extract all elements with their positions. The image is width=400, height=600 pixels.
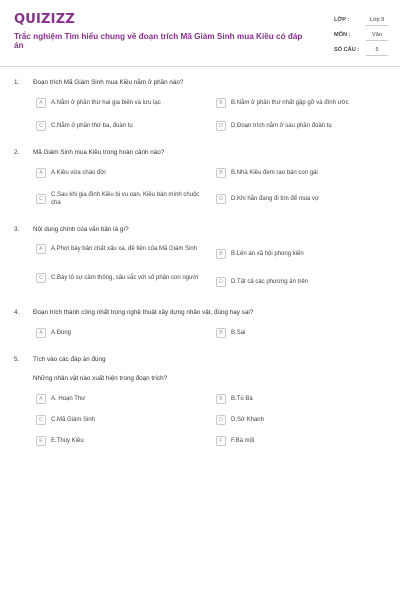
option-b[interactable] <box>216 98 386 108</box>
option-letter-box: D <box>216 277 226 287</box>
option-text: D.Sở Khanh <box>231 417 264 423</box>
option-letter-box: A <box>36 98 46 108</box>
option-letter-box: A <box>36 328 46 338</box>
option-d[interactable] <box>216 277 386 287</box>
question-number: 5. <box>14 356 20 363</box>
option-letter-box: B <box>216 394 226 404</box>
option-d[interactable] <box>216 121 386 131</box>
option-d[interactable] <box>216 415 386 425</box>
option-text: B.Tú Bà <box>231 396 253 402</box>
option-letter-box: C <box>36 121 46 131</box>
option-letter-box: A <box>36 168 46 178</box>
meta-grade-value: Lớp 9 <box>366 16 388 26</box>
option-text: C.Mã Giám Sinh <box>51 417 96 423</box>
option-letter-box: E <box>36 436 46 446</box>
question-subtext: Những nhân vật nào xuất hiện trong đoạn trích? <box>33 375 168 382</box>
option-text: D.Tất cả các phương án trên <box>231 279 308 285</box>
option-text: A.Phơi bày bản chất xấu xa, đê tiện của Mã Giám Sinh <box>51 246 198 252</box>
option-text: B.Sai <box>231 330 246 336</box>
question-text: Tích vào các đáp án đúng <box>33 356 106 363</box>
option-b[interactable] <box>216 249 386 259</box>
question-number: 4. <box>14 309 20 316</box>
meta-subject-label: MÔN : <box>334 32 351 38</box>
quizizz-logo: QUIZIZZ <box>14 12 75 27</box>
option-letter-box: B <box>216 328 226 338</box>
option-text: C.Nằm ở phần thứ ba, đoàn tụ <box>51 123 133 129</box>
option-d[interactable] <box>216 194 386 204</box>
meta-subject-value: Văn <box>366 31 388 41</box>
option-text: F.Bà mối <box>231 438 255 444</box>
option-letter-box: F <box>216 436 226 446</box>
meta-count-value: 5 <box>366 46 388 56</box>
option-letter-box: C <box>36 194 46 204</box>
option-a[interactable] <box>36 244 206 254</box>
option-c[interactable] <box>36 273 206 283</box>
option-b[interactable] <box>216 168 386 178</box>
option-text: A.Đúng <box>51 330 72 336</box>
option-text: A.Nằm ở phần thứ hai gia biến và lưu lạc <box>51 100 161 106</box>
option-a[interactable] <box>36 394 206 404</box>
option-letter-box: D <box>216 121 226 131</box>
question-number: 3. <box>14 226 20 233</box>
option-a[interactable] <box>36 168 206 178</box>
option-text: E.Thúy Kiều <box>51 438 84 444</box>
header-divider <box>0 66 400 67</box>
option-text: C.Sau khi gia đình Kiều bị vu oan, Kiều bán mình chuộc cha <box>51 192 200 206</box>
option-f[interactable] <box>216 436 386 446</box>
option-text: D.Đoạn trích nằm ở sau phần đoàn tụ <box>231 123 332 129</box>
option-text: A. Hoạn Thư <box>51 396 86 402</box>
option-text: B.Lên án xã hội phong kiến <box>231 251 304 257</box>
question-text: Mã Giám Sinh mua Kiều trong hoàn cảnh nào? <box>33 149 165 156</box>
option-text: C.Bày tỏ sự cảm thông, sâu sắc với số phận con người <box>51 275 199 281</box>
option-text: B.Nằm ở phần thứ nhất gặp gỡ và đính ước <box>231 100 349 106</box>
option-text: D.Khi hắn đang đi tìm để mua vợ <box>231 196 319 202</box>
option-letter-box: B <box>216 249 226 259</box>
option-text: A.Kiều vừa chào đời <box>51 170 106 176</box>
option-c[interactable] <box>36 191 206 207</box>
option-e[interactable] <box>36 436 206 446</box>
option-c[interactable] <box>36 415 206 425</box>
option-text: B.Nhà Kiều đem rao bán con gái <box>231 170 318 176</box>
option-c[interactable] <box>36 121 206 131</box>
question-text: Đoạn trích Mã Giám Sinh mua Kiều nằm ở phần nào? <box>33 79 184 86</box>
meta-count-label: SỐ CÂU : <box>334 47 360 53</box>
option-letter-box: D <box>216 194 226 204</box>
option-letter-box: A <box>36 394 46 404</box>
option-letter-box: A <box>36 244 46 254</box>
option-a[interactable] <box>36 98 206 108</box>
option-letter-box: C <box>36 415 46 425</box>
option-b[interactable] <box>216 328 386 338</box>
worksheet-title: Trắc nghiệm Tìm hiểu chung về đoạn trích Mã Giám Sinh mua Kiều có đáp án <box>14 32 303 50</box>
question-number: 1. <box>14 79 20 86</box>
question-text: Nội dung chính của văn bản là gì? <box>33 226 129 233</box>
option-b[interactable] <box>216 394 386 404</box>
question-text: Đoạn trích thành công nhất trong nghệ thuật xây dựng nhân vật, đúng hay sai? <box>33 309 254 316</box>
option-letter-box: B <box>216 168 226 178</box>
meta-grade-label: LỚP : <box>334 17 350 23</box>
option-a[interactable] <box>36 328 206 338</box>
question-number: 2. <box>14 149 20 156</box>
option-letter-box: D <box>216 415 226 425</box>
option-letter-box: B <box>216 98 226 108</box>
option-letter-box: C <box>36 273 46 283</box>
